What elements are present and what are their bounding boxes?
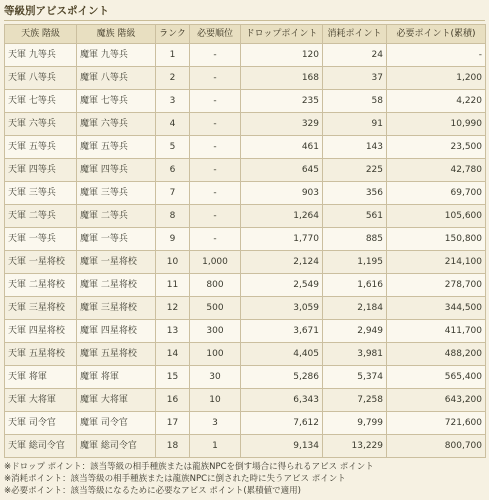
cell-required-points: 10,990	[387, 113, 486, 136]
cell-dark-rank: 魔軍 五星将校	[77, 343, 156, 366]
cell-lost-points: 2,184	[323, 297, 387, 320]
cell-required-points: 278,700	[387, 274, 486, 297]
cell-required-points: 4,220	[387, 90, 486, 113]
cell-light-rank: 天軍 三星将校	[5, 297, 77, 320]
header-dark-rank: 魔族 階級	[77, 25, 156, 44]
table-row	[5, 136, 486, 159]
cell-rank: 11	[156, 274, 190, 297]
cell-lost-points: 7,258	[323, 389, 387, 412]
cell-rank: 18	[156, 435, 190, 458]
cell-dark-rank: 魔軍 一等兵	[77, 228, 156, 251]
cell-required-points: 488,200	[387, 343, 486, 366]
cell-lost-points: 58	[323, 90, 387, 113]
cell-lost-points: 356	[323, 182, 387, 205]
cell-required-place: -	[190, 67, 241, 90]
cell-lost-points: 91	[323, 113, 387, 136]
note-required-points: ※必要ポイント：該当等級になるために必要なアビス ポイント(累積値で適用)	[4, 486, 301, 496]
cell-required-place: -	[190, 113, 241, 136]
cell-light-rank: 天軍 四等兵	[5, 159, 77, 182]
cell-light-rank: 天軍 五星将校	[5, 343, 77, 366]
cell-lost-points: 37	[323, 67, 387, 90]
cell-dark-rank: 魔軍 七等兵	[77, 90, 156, 113]
cell-rank: 4	[156, 113, 190, 136]
cell-required-points: 643,200	[387, 389, 486, 412]
table-row	[5, 67, 486, 90]
cell-required-place: -	[190, 136, 241, 159]
cell-rank: 17	[156, 412, 190, 435]
table-header-row	[5, 25, 486, 44]
table-row	[5, 90, 486, 113]
table-row	[5, 389, 486, 412]
cell-drop-points: 645	[241, 159, 323, 182]
table-row	[5, 412, 486, 435]
cell-dark-rank: 魔軍 三等兵	[77, 182, 156, 205]
cell-light-rank: 天軍 二星将校	[5, 274, 77, 297]
cell-drop-points: 3,671	[241, 320, 323, 343]
cell-light-rank: 天軍 司令官	[5, 412, 77, 435]
cell-required-points: 150,800	[387, 228, 486, 251]
header-lost-points: 消耗ポイント	[323, 25, 387, 44]
note-drop-points: ※ドロップ ポイント：該当等級の相手種族または龍族NPCを倒す場合に得られるアビス ポイント	[4, 462, 374, 472]
cell-drop-points: 9,134	[241, 435, 323, 458]
table-row	[5, 159, 486, 182]
cell-required-place: 500	[190, 297, 241, 320]
cell-lost-points: 143	[323, 136, 387, 159]
cell-drop-points: 2,549	[241, 274, 323, 297]
cell-rank: 7	[156, 182, 190, 205]
cell-lost-points: 561	[323, 205, 387, 228]
cell-required-points: 411,700	[387, 320, 486, 343]
cell-required-place: -	[190, 159, 241, 182]
cell-rank: 15	[156, 366, 190, 389]
table-row	[5, 44, 486, 67]
cell-required-place: 3	[190, 412, 241, 435]
cell-drop-points: 6,343	[241, 389, 323, 412]
cell-light-rank: 天軍 大将軍	[5, 389, 77, 412]
cell-rank: 5	[156, 136, 190, 159]
cell-light-rank: 天軍 五等兵	[5, 136, 77, 159]
cell-drop-points: 7,612	[241, 412, 323, 435]
cell-drop-points: 329	[241, 113, 323, 136]
cell-rank: 9	[156, 228, 190, 251]
cell-light-rank: 天軍 将軍	[5, 366, 77, 389]
cell-required-place: -	[190, 44, 241, 67]
table-row	[5, 205, 486, 228]
cell-required-points: 42,780	[387, 159, 486, 182]
table-row	[5, 320, 486, 343]
table-row	[5, 366, 486, 389]
cell-required-place: -	[190, 182, 241, 205]
cell-required-points: 721,600	[387, 412, 486, 435]
table-row	[5, 251, 486, 274]
table-row	[5, 228, 486, 251]
cell-dark-rank: 魔軍 三星将校	[77, 297, 156, 320]
cell-dark-rank: 魔軍 大将軍	[77, 389, 156, 412]
cell-required-points: 214,100	[387, 251, 486, 274]
cell-rank: 3	[156, 90, 190, 113]
cell-required-place: -	[190, 90, 241, 113]
cell-dark-rank: 魔軍 四等兵	[77, 159, 156, 182]
cell-lost-points: 24	[323, 44, 387, 67]
header-light-rank: 天族 階級	[5, 25, 77, 44]
cell-dark-rank: 魔軍 司令官	[77, 412, 156, 435]
cell-required-place: 1,000	[190, 251, 241, 274]
cell-drop-points: 3,059	[241, 297, 323, 320]
cell-required-points: 69,700	[387, 182, 486, 205]
table-row	[5, 435, 486, 458]
cell-required-points: 344,500	[387, 297, 486, 320]
cell-light-rank: 天軍 一等兵	[5, 228, 77, 251]
cell-lost-points: 225	[323, 159, 387, 182]
cell-light-rank: 天軍 九等兵	[5, 44, 77, 67]
cell-dark-rank: 魔軍 一星将校	[77, 251, 156, 274]
cell-required-place: 100	[190, 343, 241, 366]
cell-rank: 6	[156, 159, 190, 182]
cell-dark-rank: 魔軍 八等兵	[77, 67, 156, 90]
cell-dark-rank: 魔軍 九等兵	[77, 44, 156, 67]
cell-required-place: 10	[190, 389, 241, 412]
cell-required-place: 300	[190, 320, 241, 343]
cell-rank: 2	[156, 67, 190, 90]
cell-drop-points: 120	[241, 44, 323, 67]
table-row	[5, 343, 486, 366]
cell-light-rank: 天軍 三等兵	[5, 182, 77, 205]
cell-lost-points: 1,616	[323, 274, 387, 297]
header-rank: ランク	[156, 25, 190, 44]
cell-required-place: -	[190, 228, 241, 251]
cell-dark-rank: 魔軍 四星将校	[77, 320, 156, 343]
cell-rank: 1	[156, 44, 190, 67]
header-required-place: 必要順位	[190, 25, 241, 44]
cell-required-points: 23,500	[387, 136, 486, 159]
cell-light-rank: 天軍 七等兵	[5, 90, 77, 113]
cell-lost-points: 3,981	[323, 343, 387, 366]
cell-rank: 16	[156, 389, 190, 412]
cell-dark-rank: 魔軍 二星将校	[77, 274, 156, 297]
table-row	[5, 274, 486, 297]
cell-lost-points: 1,195	[323, 251, 387, 274]
cell-dark-rank: 魔軍 将軍	[77, 366, 156, 389]
cell-light-rank: 天軍 二等兵	[5, 205, 77, 228]
cell-required-points: 1,200	[387, 67, 486, 90]
cell-light-rank: 天軍 一星将校	[5, 251, 77, 274]
cell-required-place: -	[190, 205, 241, 228]
abyss-point-table	[4, 24, 486, 458]
cell-required-place: 1	[190, 435, 241, 458]
cell-required-place: 30	[190, 366, 241, 389]
cell-drop-points: 461	[241, 136, 323, 159]
note-lost-points: ※消耗ポイント：該当等級の相手種族または龍族NPCに倒された時に失うアビス ポイント	[4, 474, 346, 484]
table-row	[5, 182, 486, 205]
cell-light-rank: 天軍 総司令官	[5, 435, 77, 458]
cell-drop-points: 5,286	[241, 366, 323, 389]
cell-dark-rank: 魔軍 二等兵	[77, 205, 156, 228]
cell-required-points: -	[387, 44, 486, 67]
header-required-points: 必要ポイント(累積)	[387, 25, 486, 44]
cell-light-rank: 天軍 四星将校	[5, 320, 77, 343]
table-row	[5, 297, 486, 320]
cell-required-points: 565,400	[387, 366, 486, 389]
cell-lost-points: 5,374	[323, 366, 387, 389]
cell-drop-points: 1,264	[241, 205, 323, 228]
cell-required-points: 800,700	[387, 435, 486, 458]
cell-drop-points: 168	[241, 67, 323, 90]
cell-drop-points: 2,124	[241, 251, 323, 274]
notes	[4, 461, 485, 497]
cell-required-place: 800	[190, 274, 241, 297]
cell-light-rank: 天軍 八等兵	[5, 67, 77, 90]
cell-rank: 12	[156, 297, 190, 320]
cell-dark-rank: 魔軍 五等兵	[77, 136, 156, 159]
cell-rank: 10	[156, 251, 190, 274]
header-drop-points: ドロップポイント	[241, 25, 323, 44]
cell-dark-rank: 魔軍 総司令官	[77, 435, 156, 458]
cell-rank: 13	[156, 320, 190, 343]
cell-lost-points: 13,229	[323, 435, 387, 458]
table-row	[5, 113, 486, 136]
table-body	[5, 44, 486, 458]
cell-light-rank: 天軍 六等兵	[5, 113, 77, 136]
cell-rank: 14	[156, 343, 190, 366]
cell-drop-points: 1,770	[241, 228, 323, 251]
cell-drop-points: 903	[241, 182, 323, 205]
cell-drop-points: 4,405	[241, 343, 323, 366]
cell-rank: 8	[156, 205, 190, 228]
cell-lost-points: 9,799	[323, 412, 387, 435]
cell-lost-points: 2,949	[323, 320, 387, 343]
cell-lost-points: 885	[323, 228, 387, 251]
cell-required-points: 105,600	[387, 205, 486, 228]
page-title: 等級別アビスポイント	[4, 3, 485, 21]
cell-drop-points: 235	[241, 90, 323, 113]
cell-dark-rank: 魔軍 六等兵	[77, 113, 156, 136]
